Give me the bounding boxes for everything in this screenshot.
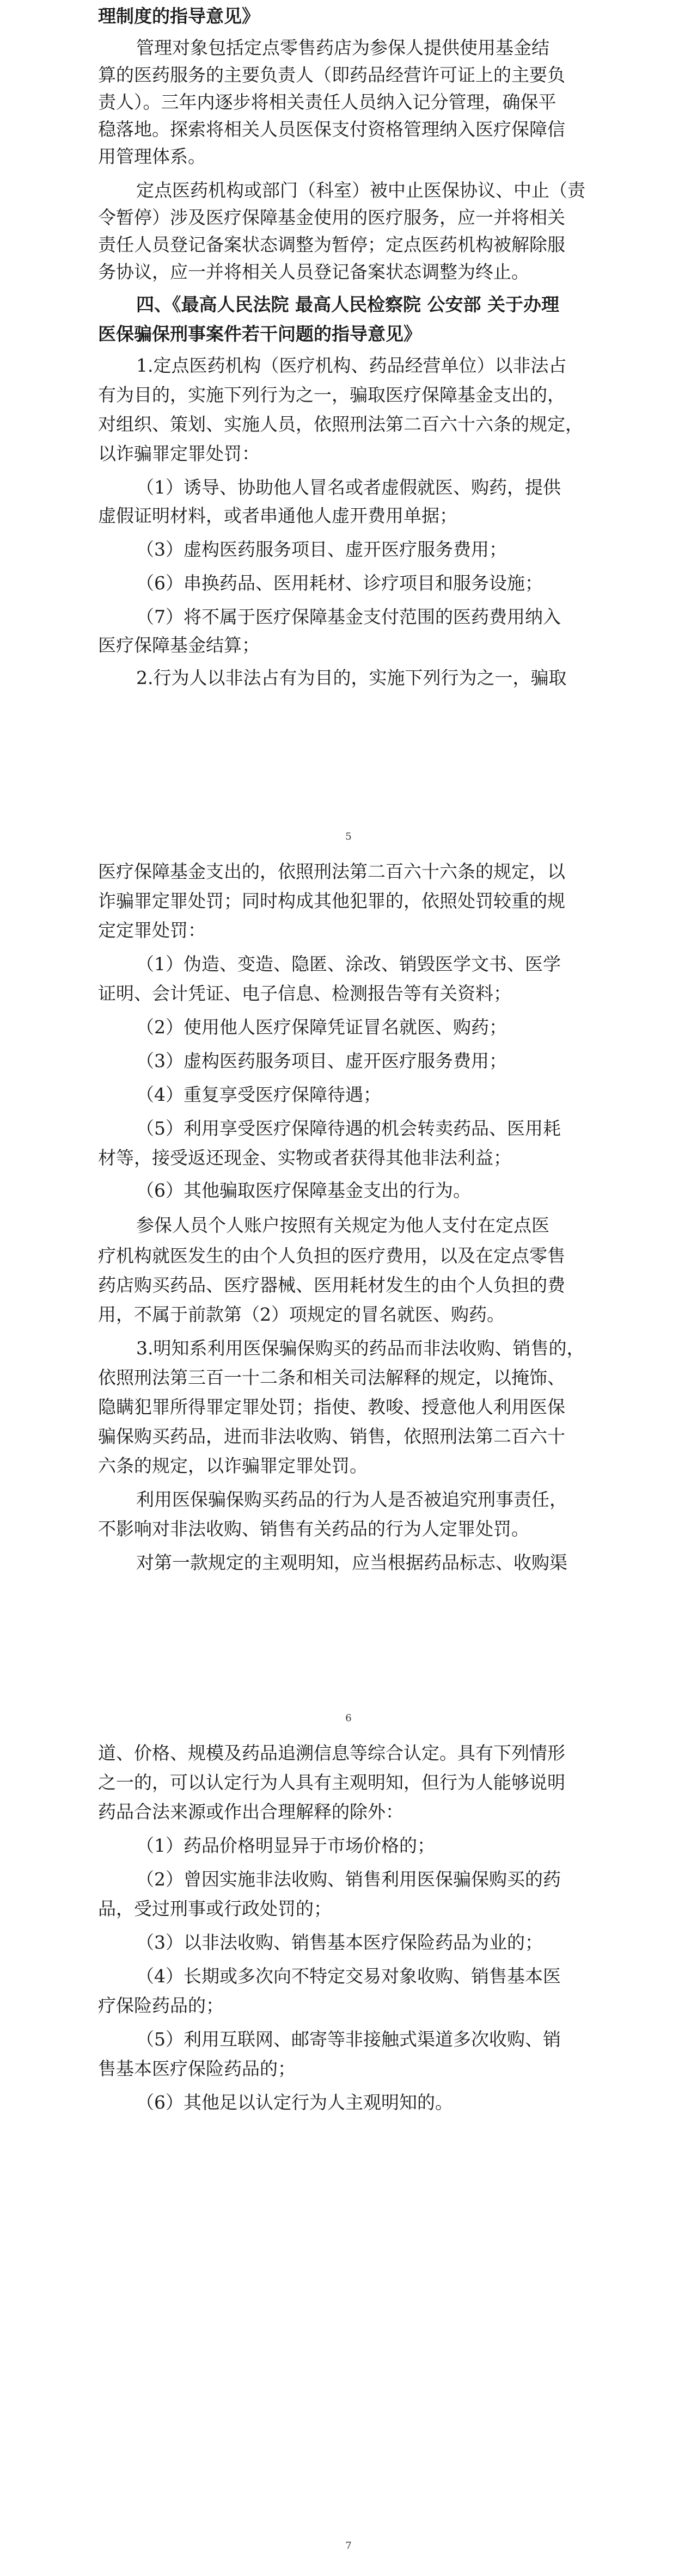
text-line: （4）长期或多次向不特定交易对象收购、销售基本医: [136, 1965, 561, 1987]
text-line: 品，受过刑事或行政处罚的；: [98, 1898, 332, 1919]
text-line: 以诈骗罪定罪处罚：: [98, 443, 260, 464]
text-line: 务协议，应一并将相关人员登记备案状态调整为终止。: [98, 261, 529, 282]
text-line: 责人）。三年内逐步将相关责任人员纳入记分管理，确保平: [98, 91, 557, 113]
text-line: （5）利用互联网、邮寄等非接触式渠道多次收购、销: [136, 2029, 561, 2050]
text-line: 骗保购买药品，进而非法收购、销售，依照刑法第二百六十: [98, 1426, 565, 1447]
page-number: 7: [345, 2540, 352, 2552]
text-line: 售基本医疗保险药品的；: [98, 2058, 296, 2079]
text-line: （7）将不属于医疗保障基金支付范围的医药费用纳入: [136, 606, 561, 627]
text-line: 定点医药机构或部门（科室）被中止医保协议、中止（责: [136, 180, 585, 201]
text-line: （3）以非法收购、销售基本医疗保险药品为业的；: [136, 1932, 543, 1953]
text-line: 用，不属于前款第（2）项规定的冒名就医、购药。: [98, 1304, 505, 1325]
text-line: （6）其他骗取医疗保障基金支出的行为。: [136, 1180, 471, 1201]
text-line: 医疗保障基金支出的，依照刑法第二百六十六条的规定，以: [98, 861, 565, 882]
text-line: （3）虚构医药服务项目、虚开医疗服务费用；: [136, 539, 507, 560]
text-line: 利用医保骗保购买药品的行为人是否被追究刑事责任，: [136, 1489, 567, 1510]
text-line: （1）诱导、协助他人冒名或者虚假就医、购药，提供: [136, 477, 561, 498]
text-line: （2）使用他人医疗保障凭证冒名就医、购药；: [136, 1016, 507, 1038]
text-line: 隐瞒犯罪所得罪定罪处罚；指使、教唆、授意他人利用医保: [98, 1396, 565, 1418]
text-line: 定定罪处罚：: [98, 920, 206, 941]
text-line: （2）曾因实施非法收购、销售利用医保骗保购买的药: [136, 1869, 561, 1890]
text-line: 医疗保障基金结算；: [98, 634, 260, 656]
text-line: 1.定点医药机构（医疗机构、药品经营单位）以非法占: [136, 355, 567, 376]
text-line: 对组织、策划、实施人员，依照刑法第二百六十六条的规定，: [98, 414, 583, 435]
text-line: 2.行为人以非法占有为目的，实施下列行为之一，骗取: [136, 667, 567, 688]
text-line: 责任人员登记备案状态调整为暂停；定点医药机构被解除服: [98, 234, 565, 255]
text-line: 疗机构就医发生的由个人负担的医疗费用，以及在定点零售: [98, 1245, 565, 1266]
page-number: 6: [345, 1712, 352, 1724]
text-line: 令暂停）涉及医疗保障基金使用的医疗服务，应一并将相关: [98, 207, 565, 228]
text-line: （6）其他足以认定行为人主观明知的。: [136, 2092, 453, 2113]
text-line: 证明、会计凭证、电子信息、检测报告等有关资料；: [98, 983, 511, 1004]
text-line: 虚假证明材料，或者串通他人虚开费用单据；: [98, 505, 457, 526]
text-line: 道、价格、规模及药品追溯信息等综合认定。具有下列情形: [98, 1742, 565, 1764]
text-line: 管理对象包括定点零售药店为参保人提供使用基金结: [136, 37, 549, 58]
section-heading: 医保骗保刑事案件若干问题的指导意见》: [98, 323, 421, 344]
text-line: （3）虚构医药服务项目、虚开医疗服务费用；: [136, 1050, 507, 1071]
section-heading: 四、《最高人民法院 最高人民检察院 公安部 关于办理: [136, 294, 559, 315]
page-number: 5: [345, 831, 352, 842]
text-line: 对第一款规定的主观明知，应当根据药品标志、收购渠: [136, 1552, 567, 1573]
text-line: 依照刑法第三百一十二条和相关司法解释的规定，以掩饰、: [98, 1367, 565, 1388]
text-line: 疗保险药品的；: [98, 1995, 224, 2016]
text-line: 用管理体系。: [98, 146, 206, 167]
text-line: 3.明知系利用医保骗保购买的药品而非法收购、销售的，: [136, 1338, 585, 1359]
text-line: 参保人员个人账户按照有关规定为他人支付在定点医: [136, 1215, 549, 1236]
text-line: （1）药品价格明显异于市场价格的；: [136, 1835, 435, 1856]
text-line: 之一的，可以认定行为人具有主观明知，但行为人能够说明: [98, 1772, 565, 1793]
text-line: 有为目的，实施下列行为之一，骗取医疗保障基金支出的，: [98, 384, 565, 405]
text-line: （1）伪造、变造、隐匿、涂改、销毁医学文书、医学: [136, 953, 561, 975]
text-line: 稳落地。探索将相关人员医保支付资格管理纳入医疗保障信: [98, 119, 565, 140]
section-heading: 理制度的指导意见》: [98, 5, 260, 27]
text-line: 药品合法来源或作出合理解释的除外：: [98, 1801, 403, 1822]
text-line: （6）串换药品、医用耗材、诊疗项目和服务设施；: [136, 572, 543, 594]
text-line: 诈骗罪定罪处罚；同时构成其他犯罪的，依照处罚较重的规: [98, 890, 565, 911]
text-line: 药店购买药品、医疗器械、医用耗材发生的由个人负担的费: [98, 1274, 565, 1296]
text-line: （5）利用享受医疗保障待遇的机会转卖药品、医用耗: [136, 1118, 561, 1139]
text-line: 算的医药服务的主要负责人（即药品经营许可证上的主要负: [98, 64, 565, 85]
text-line: （4）重复享受医疗保障待遇；: [136, 1084, 381, 1105]
text-line: 材等，接受返还现金、实物或者获得其他非法利益；: [98, 1147, 511, 1168]
text-line: 不影响对非法收购、销售有关药品的行为人定罪处罚。: [98, 1518, 529, 1539]
text-line: 六条的规定，以诈骗罪定罪处罚。: [98, 1455, 368, 1476]
